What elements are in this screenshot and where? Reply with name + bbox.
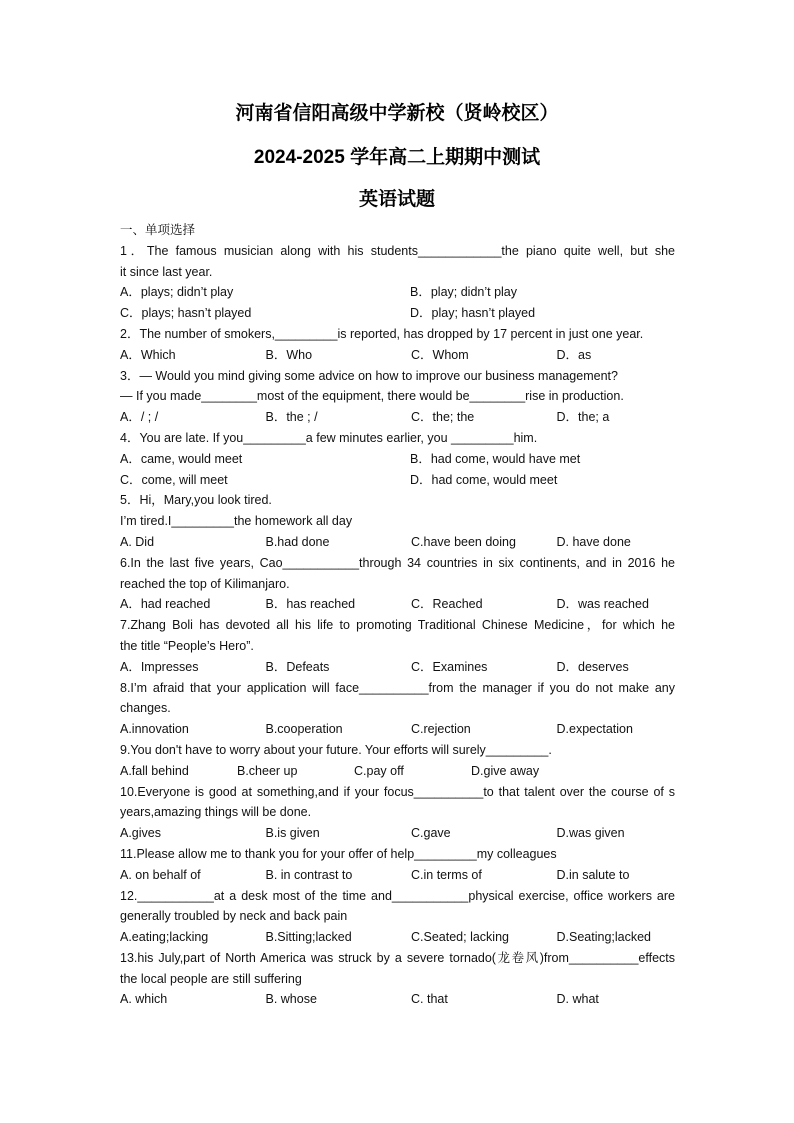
question-10-stem-cont: years,amazing things will be done. bbox=[120, 805, 312, 820]
question-7-stem-cont: the title “People’s Hero”. bbox=[120, 638, 254, 653]
question-5-options bbox=[120, 532, 675, 553]
option-c[interactable]: C．the; the bbox=[411, 410, 475, 425]
option-a[interactable]: A.fall behind bbox=[120, 763, 189, 778]
option-b[interactable]: B.cooperation bbox=[265, 722, 343, 737]
option-b[interactable]: B. whose bbox=[265, 992, 317, 1007]
option-d[interactable]: D.Seating;lacked bbox=[556, 930, 652, 945]
question-1-stem: 1．The famous musician along with his students____________the piano quite well, but she bbox=[120, 243, 675, 258]
question-13-options bbox=[120, 989, 675, 1010]
option-c[interactable]: C.pay off bbox=[354, 763, 404, 778]
question-13-stem: 13.his July,part of North America was struck by a severe tornado(龙卷风)from__________effects bbox=[120, 950, 675, 965]
question-1-options-row1 bbox=[120, 282, 675, 303]
option-b[interactable]: B. in contrast to bbox=[265, 867, 353, 882]
option-b[interactable]: B．had come, would have met bbox=[410, 451, 581, 466]
question-6-stem-cont: reached the top of Kilimanjaro. bbox=[120, 576, 290, 591]
option-a[interactable]: A．Which bbox=[120, 347, 176, 362]
option-c[interactable]: C.have been doing bbox=[411, 534, 516, 549]
option-b[interactable]: B．has reached bbox=[265, 597, 356, 612]
option-c[interactable]: C．Examines bbox=[411, 659, 488, 674]
question-8-options bbox=[120, 719, 675, 740]
option-b[interactable]: B．Who bbox=[265, 347, 313, 362]
option-c[interactable]: C.Seated; lacking bbox=[411, 930, 509, 945]
question-10-options bbox=[120, 823, 675, 844]
option-d[interactable]: D. what bbox=[556, 992, 599, 1007]
question-3-stem-cont: — If you made________most of the equipment, there would be________rise in production. bbox=[120, 389, 624, 404]
question-1-stem-cont: it since last year. bbox=[120, 264, 213, 279]
question-5-stem-cont: I’m tired.I_________the homework all day bbox=[120, 514, 353, 529]
option-d[interactable]: D.expectation bbox=[556, 722, 633, 737]
option-d[interactable]: D. have done bbox=[556, 534, 631, 549]
question-7-stem: 7.Zhang Boli has devoted all his life to promoting Traditional Chinese Medicine，for which he bbox=[120, 618, 675, 633]
option-b[interactable]: B.cheer up bbox=[237, 763, 298, 778]
question-2-options bbox=[120, 345, 675, 366]
option-c[interactable]: C.in terms of bbox=[411, 867, 482, 882]
term-title: 2024-2025 学年高二上期期中测试 bbox=[253, 147, 541, 168]
question-7-options bbox=[120, 657, 675, 678]
option-b[interactable]: B.had done bbox=[265, 534, 330, 549]
question-9-stem: 9.You don't have to worry about your future. Your efforts will surely_________. bbox=[120, 742, 552, 757]
question-2-stem: 2．The number of smokers,_________is reported, has dropped by 17 percent in just one year. bbox=[120, 326, 644, 341]
question-10-stem: 10.Everyone is good at something,and if your focus__________to that talent over the course of s bbox=[120, 784, 675, 799]
question-1-options-row2 bbox=[120, 303, 675, 324]
option-a[interactable]: A.innovation bbox=[120, 722, 189, 737]
option-a[interactable]: A．/ ; / bbox=[120, 410, 159, 425]
option-c[interactable]: C.gave bbox=[411, 826, 451, 841]
option-a[interactable]: A. Did bbox=[120, 534, 155, 549]
question-5-stem: 5．Hi，Mary,you look tired. bbox=[120, 493, 272, 508]
option-c[interactable]: C. that bbox=[411, 992, 448, 1007]
school-title: 河南省信阳高级中学新校（贤岭校区） bbox=[235, 103, 559, 124]
question-13-stem-cont: the local people are still suffering bbox=[120, 971, 302, 986]
question-4-options-row2 bbox=[120, 470, 675, 491]
option-a[interactable]: A. on behalf of bbox=[120, 867, 201, 882]
option-c[interactable]: C.rejection bbox=[411, 722, 471, 737]
question-12-stem-cont: generally troubled by neck and back pain bbox=[120, 909, 348, 924]
option-d[interactable]: D．had come, would meet bbox=[410, 472, 558, 487]
question-3-options bbox=[120, 407, 675, 428]
question-8-stem-cont: changes. bbox=[120, 701, 171, 716]
question-4-stem: 4．You are late. If you_________a few minutes earlier, you _________him. bbox=[120, 430, 538, 445]
option-a[interactable]: A．came, would meet bbox=[120, 451, 243, 466]
option-d[interactable]: D．play; hasn’t played bbox=[410, 306, 536, 321]
question-6-options bbox=[120, 594, 675, 615]
option-c[interactable]: C．Reached bbox=[411, 597, 483, 612]
option-d[interactable]: D．was reached bbox=[556, 597, 649, 612]
section-heading: 一、单项选择 bbox=[120, 223, 196, 237]
option-a[interactable]: A．had reached bbox=[120, 597, 211, 612]
option-c[interactable]: C．Whom bbox=[411, 347, 469, 362]
question-9-options bbox=[120, 761, 675, 782]
question-list bbox=[120, 220, 675, 1010]
option-d[interactable]: D.was given bbox=[556, 826, 625, 841]
option-c[interactable]: C．plays; hasn’t played bbox=[120, 306, 252, 321]
option-a[interactable]: A．plays; didn’t play bbox=[120, 285, 234, 300]
option-b[interactable]: B．play; didn’t play bbox=[410, 285, 518, 300]
question-11-options bbox=[120, 865, 675, 886]
option-b[interactable]: B．the ; / bbox=[265, 410, 318, 425]
option-a[interactable]: A. which bbox=[120, 992, 168, 1007]
question-12-options bbox=[120, 927, 675, 948]
option-b[interactable]: B．Defeats bbox=[265, 659, 330, 674]
question-12-stem: 12.___________at a desk most of the time and___________physical exercise, office workers are bbox=[120, 888, 675, 903]
option-d[interactable]: D.give away bbox=[471, 763, 540, 778]
question-3-stem: 3．— Would you mind giving some advice on how to improve our business management? bbox=[120, 368, 618, 383]
option-d[interactable]: D.in salute to bbox=[556, 867, 630, 882]
option-b[interactable]: B.is given bbox=[265, 826, 320, 841]
option-d[interactable]: D．deserves bbox=[556, 659, 629, 674]
option-d[interactable]: D．as bbox=[556, 347, 592, 362]
option-c[interactable]: C．come, will meet bbox=[120, 472, 228, 487]
question-11-stem: 11.Please allow me to thank you for your offer of help_________my colleagues bbox=[120, 846, 557, 861]
subject-title: 英语试题 bbox=[358, 189, 435, 210]
option-a[interactable]: A.eating;lacking bbox=[120, 930, 209, 945]
question-8-stem: 8.I’m afraid that your application will face__________from the manager if you do not make any bbox=[120, 680, 675, 695]
option-a[interactable]: A.gives bbox=[120, 826, 161, 841]
option-a[interactable]: A．Impresses bbox=[120, 659, 199, 674]
question-4-options-row1 bbox=[120, 449, 675, 470]
option-b[interactable]: B.Sitting;lacked bbox=[265, 930, 352, 945]
question-6-stem: 6.In the last five years, Cao___________through 34 countries in six continents, and in 2016 he bbox=[120, 555, 675, 570]
option-d[interactable]: D．the; a bbox=[556, 410, 610, 425]
